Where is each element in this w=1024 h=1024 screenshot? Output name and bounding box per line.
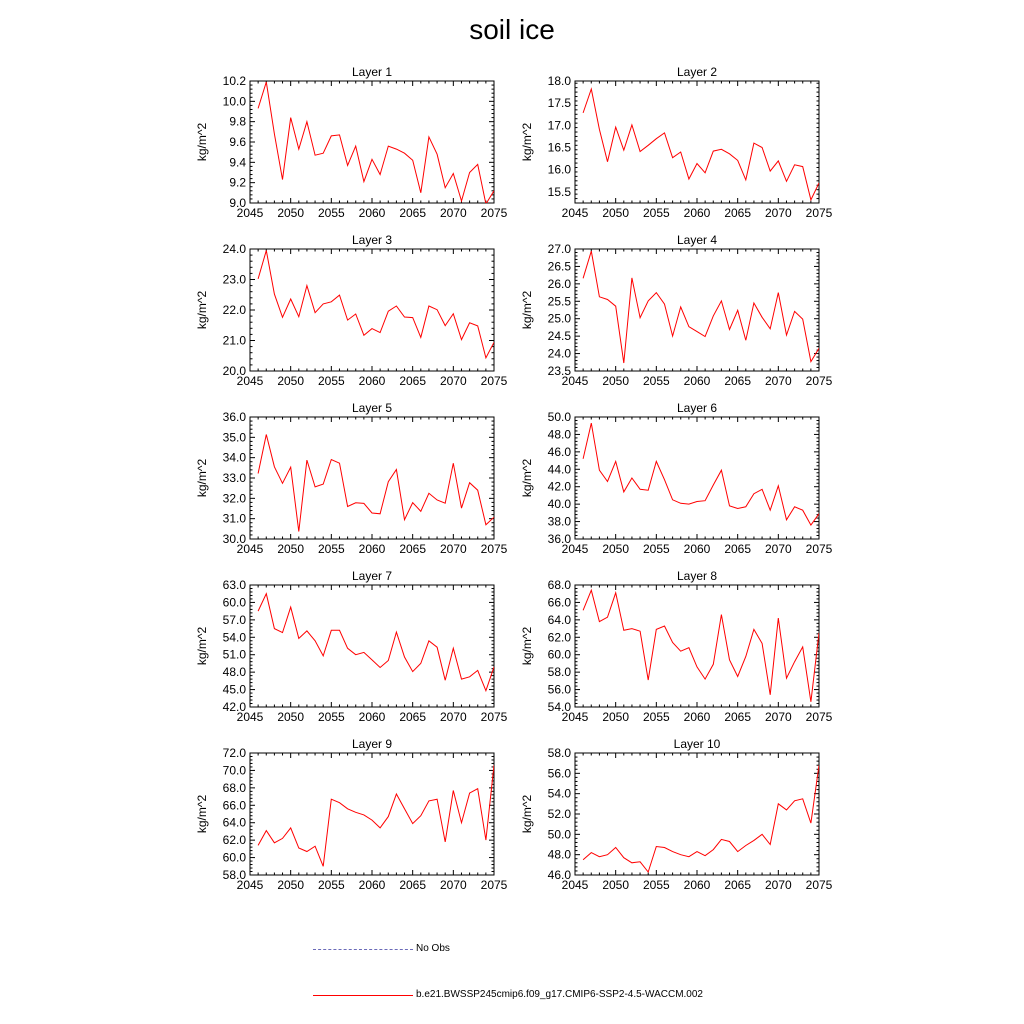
- y-tick-label: 32.0: [222, 491, 246, 506]
- plot-frame: [250, 81, 494, 203]
- x-tick-label: 2060: [683, 710, 711, 724]
- y-tick-label: 34.0: [222, 450, 246, 465]
- x-tick-label: 2075: [805, 542, 833, 556]
- y-tick-label: 63.0: [222, 578, 246, 592]
- y-tick-label: 16.5: [547, 140, 571, 155]
- x-tick-label: 2060: [358, 374, 386, 388]
- y-tick-label: 24.0: [222, 242, 246, 256]
- x-tick-label: 2065: [724, 206, 752, 220]
- x-tick-label: 2050: [602, 206, 630, 220]
- x-tick-label: 2050: [602, 374, 630, 388]
- y-tick-label: 62.0: [222, 833, 246, 848]
- x-tick-label: 2070: [439, 206, 467, 220]
- plot-frame: [250, 753, 494, 875]
- y-tick-label: 24.5: [547, 329, 571, 344]
- y-tick-label: 17.0: [547, 118, 571, 133]
- y-tick-label: 64.0: [547, 612, 571, 627]
- x-tick-label: 2075: [480, 710, 508, 724]
- x-tick-label: 2075: [805, 878, 833, 892]
- panel-8: [520, 569, 833, 724]
- y-tick-label: 35.0: [222, 430, 246, 445]
- x-tick-label: 2055: [642, 206, 670, 220]
- x-tick-label: 2070: [439, 710, 467, 724]
- y-axis-label: kg/m^2: [195, 626, 209, 666]
- x-tick-label: 2075: [805, 206, 833, 220]
- y-tick-label: 66.0: [222, 798, 246, 813]
- y-tick-label: 31.0: [222, 511, 246, 526]
- y-tick-label: 48.0: [547, 847, 571, 862]
- y-axis-label: kg/m^2: [195, 458, 209, 498]
- y-tick-label: 33.0: [222, 471, 246, 485]
- y-tick-label: 68.0: [222, 780, 246, 795]
- x-tick-label: 2065: [724, 710, 752, 724]
- legend-model-line: [313, 995, 413, 996]
- x-tick-label: 2070: [764, 374, 792, 388]
- x-tick-label: 2050: [277, 710, 305, 724]
- y-tick-label: 30.0: [222, 532, 246, 546]
- panel-title: Layer 6: [676, 401, 718, 415]
- chart-title: soil ice: [469, 14, 555, 45]
- x-tick-label: 2045: [236, 206, 264, 220]
- x-tick-label: 2075: [480, 878, 508, 892]
- plot-frame: [575, 81, 819, 203]
- x-tick-label: 2060: [358, 542, 386, 556]
- y-tick-label: 52.0: [547, 807, 571, 821]
- y-tick-label: 58.0: [547, 665, 571, 680]
- y-tick-label: 20.0: [222, 364, 246, 378]
- y-tick-label: 54.0: [222, 630, 246, 645]
- y-tick-label: 54.0: [547, 700, 571, 714]
- x-tick-label: 2065: [724, 878, 752, 892]
- y-tick-label: 36.0: [222, 410, 246, 424]
- panel-5: [195, 401, 508, 556]
- series-line: [258, 82, 494, 204]
- series-line: [583, 590, 819, 702]
- panel-9: [195, 737, 508, 892]
- y-tick-label: 24.0: [547, 346, 571, 361]
- x-tick-label: 2060: [683, 206, 711, 220]
- panel-1: [195, 65, 508, 220]
- x-tick-label: 2050: [602, 878, 630, 892]
- panel-title: Layer 8: [676, 569, 718, 583]
- x-tick-label: 2075: [480, 374, 508, 388]
- x-tick-label: 2065: [399, 206, 427, 220]
- panel-7: [195, 569, 508, 724]
- panel-title: Layer 1: [351, 65, 393, 79]
- x-tick-label: 2065: [399, 542, 427, 556]
- x-tick-label: 2070: [764, 542, 792, 556]
- y-tick-label: 17.5: [547, 96, 571, 111]
- x-tick-label: 2045: [561, 542, 589, 556]
- x-tick-label: 2055: [642, 710, 670, 724]
- x-tick-label: 2050: [277, 374, 305, 388]
- x-tick-label: 2055: [317, 206, 345, 220]
- y-tick-label: 42.0: [547, 479, 571, 494]
- y-tick-label: 25.0: [547, 311, 571, 326]
- x-tick-label: 2070: [439, 878, 467, 892]
- y-tick-label: 58.0: [547, 746, 571, 760]
- y-tick-label: 60.0: [222, 595, 246, 610]
- y-tick-label: 21.0: [222, 333, 246, 348]
- x-tick-label: 2045: [561, 710, 589, 724]
- y-tick-label: 54.0: [547, 786, 571, 801]
- y-tick-label: 18.0: [547, 74, 571, 88]
- y-tick-label: 9.4: [229, 155, 246, 170]
- plot-frame: [250, 417, 494, 539]
- y-tick-label: 58.0: [222, 868, 246, 882]
- x-tick-label: 2065: [399, 710, 427, 724]
- y-tick-label: 23.5: [547, 364, 571, 378]
- y-tick-label: 57.0: [222, 612, 246, 627]
- series-line: [583, 423, 819, 525]
- panel-3: [195, 233, 508, 388]
- y-tick-label: 62.0: [547, 630, 571, 645]
- y-tick-label: 56.0: [547, 682, 571, 697]
- series-line: [583, 765, 819, 872]
- x-tick-label: 2060: [683, 374, 711, 388]
- x-tick-label: 2060: [358, 710, 386, 724]
- panel-2: [520, 65, 833, 220]
- y-tick-label: 45.0: [222, 682, 246, 697]
- x-tick-label: 2045: [561, 206, 589, 220]
- x-tick-label: 2045: [236, 878, 264, 892]
- y-tick-label: 60.0: [222, 850, 246, 865]
- series-line: [258, 251, 494, 358]
- y-axis-label: kg/m^2: [195, 290, 209, 330]
- x-tick-label: 2065: [724, 542, 752, 556]
- y-tick-label: 66.0: [547, 595, 571, 610]
- legend-obs-label: No Obs: [416, 943, 450, 954]
- y-tick-label: 9.8: [229, 114, 246, 129]
- panel-6: [520, 401, 833, 556]
- y-tick-label: 48.0: [547, 427, 571, 442]
- panel-title: Layer 3: [351, 233, 393, 247]
- y-tick-label: 26.0: [547, 276, 571, 291]
- y-tick-label: 46.0: [547, 444, 571, 459]
- x-tick-label: 2060: [683, 878, 711, 892]
- x-tick-label: 2055: [642, 542, 670, 556]
- y-axis-label: kg/m^2: [520, 122, 534, 162]
- x-tick-label: 2055: [642, 878, 670, 892]
- y-tick-label: 72.0: [222, 746, 246, 760]
- x-tick-label: 2055: [317, 710, 345, 724]
- panel-title: Layer 9: [351, 737, 393, 751]
- y-tick-label: 9.2: [229, 175, 246, 190]
- panel-title: Layer 2: [676, 65, 718, 79]
- x-tick-label: 2070: [764, 878, 792, 892]
- y-tick-label: 44.0: [547, 462, 571, 477]
- plot-frame: [575, 249, 819, 371]
- series-line: [583, 251, 819, 363]
- x-tick-label: 2070: [764, 206, 792, 220]
- x-tick-label: 2060: [358, 206, 386, 220]
- panel-title: Layer 7: [351, 569, 393, 583]
- series-line: [258, 765, 494, 866]
- y-axis-label: kg/m^2: [520, 290, 534, 330]
- y-tick-label: 68.0: [547, 578, 571, 592]
- panel-title: Layer 4: [676, 233, 718, 247]
- x-tick-label: 2050: [277, 878, 305, 892]
- series-line: [258, 594, 494, 691]
- x-tick-label: 2055: [642, 374, 670, 388]
- x-tick-label: 2065: [724, 374, 752, 388]
- series-line: [583, 89, 819, 200]
- y-tick-label: 50.0: [547, 410, 571, 424]
- x-tick-label: 2055: [317, 542, 345, 556]
- x-tick-label: 2060: [683, 542, 711, 556]
- y-tick-label: 9.0: [229, 196, 246, 210]
- y-tick-label: 36.0: [547, 532, 571, 546]
- y-tick-label: 9.6: [229, 135, 246, 149]
- panel-title: Layer 5: [351, 401, 393, 415]
- x-tick-label: 2060: [358, 878, 386, 892]
- x-tick-label: 2075: [480, 542, 508, 556]
- x-tick-label: 2065: [399, 374, 427, 388]
- y-tick-label: 15.5: [547, 184, 571, 199]
- x-tick-label: 2070: [439, 542, 467, 556]
- y-axis-label: kg/m^2: [520, 794, 534, 834]
- plot-frame: [250, 585, 494, 707]
- x-tick-label: 2045: [236, 374, 264, 388]
- y-axis-label: kg/m^2: [195, 122, 209, 162]
- panel-title: Layer 10: [673, 737, 721, 751]
- y-tick-label: 42.0: [222, 700, 246, 714]
- y-tick-label: 50.0: [547, 827, 571, 842]
- y-tick-label: 38.0: [547, 514, 571, 529]
- y-tick-label: 48.0: [222, 665, 246, 680]
- y-axis-label: kg/m^2: [195, 794, 209, 834]
- x-tick-label: 2075: [805, 710, 833, 724]
- y-tick-label: 56.0: [547, 766, 571, 781]
- x-tick-label: 2075: [480, 206, 508, 220]
- y-tick-label: 16.0: [547, 162, 571, 177]
- panel-10: [520, 737, 833, 892]
- x-tick-label: 2045: [236, 542, 264, 556]
- y-tick-label: 70.0: [222, 763, 246, 778]
- y-tick-label: 22.0: [222, 303, 246, 317]
- x-tick-label: 2050: [602, 542, 630, 556]
- x-tick-label: 2045: [561, 878, 589, 892]
- x-tick-label: 2045: [236, 710, 264, 724]
- y-tick-label: 25.5: [547, 294, 571, 309]
- y-tick-label: 26.5: [547, 259, 571, 274]
- y-tick-label: 40.0: [547, 497, 571, 512]
- y-tick-label: 10.0: [222, 94, 246, 109]
- series-line: [258, 435, 494, 532]
- x-tick-label: 2050: [602, 710, 630, 724]
- x-tick-label: 2055: [317, 374, 345, 388]
- y-axis-label: kg/m^2: [520, 458, 534, 498]
- x-tick-label: 2075: [805, 374, 833, 388]
- x-tick-label: 2055: [317, 878, 345, 892]
- x-tick-label: 2065: [399, 878, 427, 892]
- y-tick-label: 51.0: [222, 647, 246, 662]
- legend-model-label: b.e21.BWSSP245cmip6.f09_g17.CMIP6-SSP2-4.5-WACCM.002: [416, 989, 703, 1000]
- y-tick-label: 60.0: [547, 647, 571, 662]
- y-tick-label: 64.0: [222, 815, 246, 830]
- x-tick-label: 2070: [439, 374, 467, 388]
- y-tick-label: 46.0: [547, 868, 571, 882]
- plot-frame: [575, 753, 819, 875]
- y-tick-label: 27.0: [547, 242, 571, 256]
- x-tick-label: 2050: [277, 542, 305, 556]
- y-tick-label: 10.2: [222, 74, 246, 88]
- x-tick-label: 2045: [561, 374, 589, 388]
- x-tick-label: 2070: [764, 710, 792, 724]
- legend-obs-line: [313, 949, 413, 950]
- y-axis-label: kg/m^2: [520, 626, 534, 666]
- panel-4: [520, 233, 833, 388]
- x-tick-label: 2050: [277, 206, 305, 220]
- y-tick-label: 23.0: [222, 272, 246, 287]
- plot-frame: [250, 249, 494, 371]
- plot-frame: [575, 417, 819, 539]
